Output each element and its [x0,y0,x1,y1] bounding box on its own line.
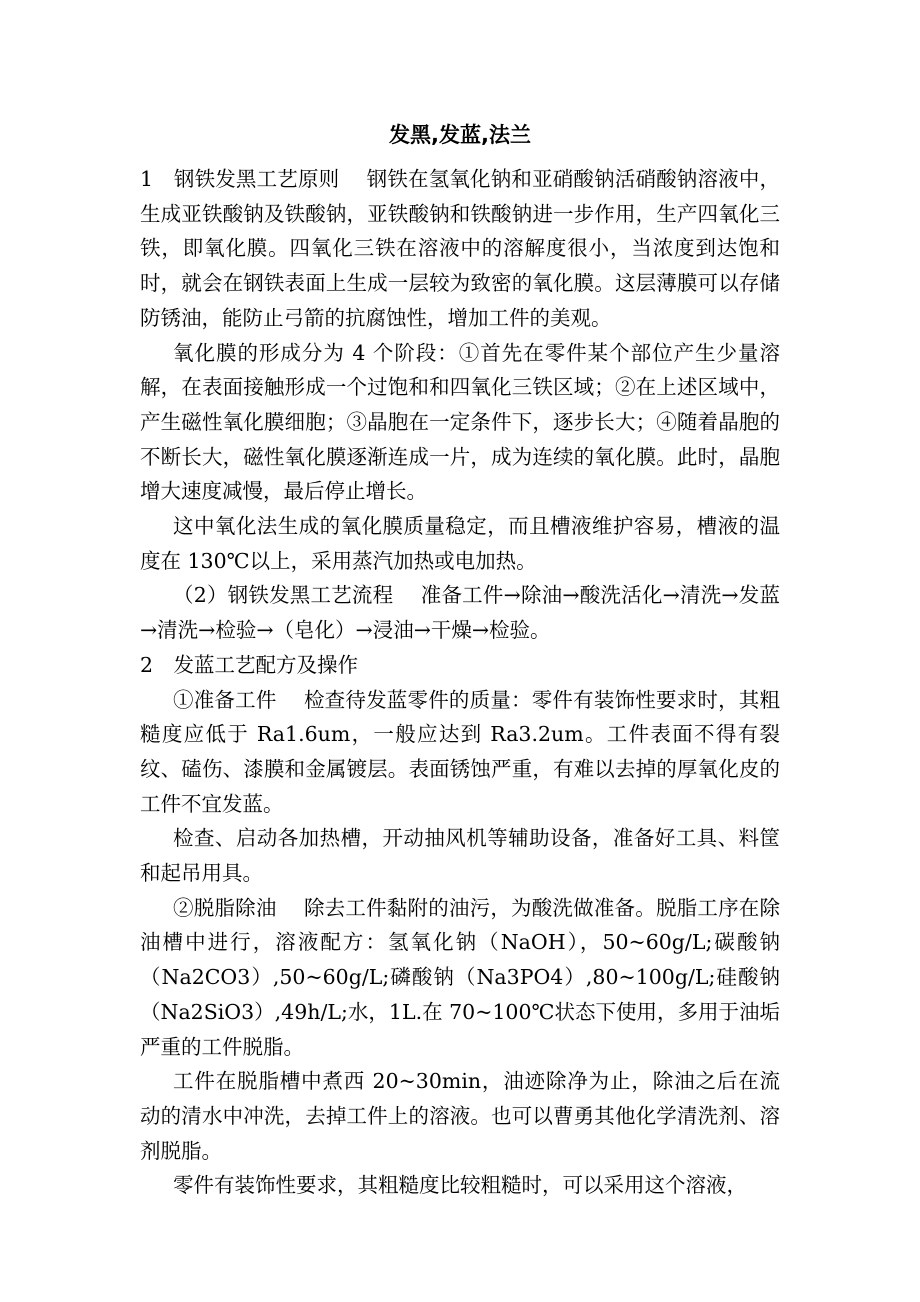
paragraph-degreasing: ②脱脂除油 除去工件黏附的油污，为酸洗做准备。脱脂工序在除油槽中进行，溶液配方：氢氧化钠（NaOH），50~60g/L;碳酸钠（Na2CO3）,50~60g/L;磷酸钠（Na3PO4）,80~100g/L;硅酸钠（Na2SiO3）,49h/L;水，1L.在 70~100℃状态下使用，多用于油垢严重的工件脱脂。 [140,895,780,1059]
paragraph-process-flow: （2）钢铁发黑工艺流程 准备工件→除油→酸洗活化→清洗→发蓝→清洗→检验→（皂化）→浸油→干燥→检验。 [140,583,780,643]
paragraph-start-equipment: 检查、启动各加热槽，开动抽风机等辅助设备，准备好工具、料筐和起吊用具。 [140,826,780,886]
paragraph-oxidation-method: 这中氧化法生成的氧化膜质量稳定，而且槽液维护容易，槽液的温度在 130℃以上，采用蒸汽加热或电加热。 [140,514,780,573]
paragraph-blackening-principle: 1 钢铁发黑工艺原则 钢铁在氢氧化钠和亚硝酸钠活硝酸钠溶液中，生成亚铁酸钠及铁酸钠，亚铁酸钠和铁酸钠进一步作用，生产四氧化三铁，即氧化膜。四氧化三铁在溶液中的溶解度很小，当浓度到达饱和时，就会在钢铁表面上生成一层较为致密的氧化膜。这层薄膜可以存储防锈油，能防止弓箭的抗腐蚀性，增加工件的美观。 [140,167,780,330]
section-heading-bluing-recipe: 2 发蓝工艺配方及操作 [140,652,359,677]
document-title: 发黑,发蓝,法兰 [389,123,531,147]
paragraph-oxide-film-stages: 氧化膜的形成分为 4 个阶段：①首先在零件某个部位产生少量溶解，在表面接触形成一个过饱和和四氧化三铁区域；②在上述区域中，产生磁性氧化膜细胞；③晶胞在一定条件下，逐步长大；④随着晶胞的不断长大，磁性氧化膜逐渐连成一片，成为连续的氧化膜。此时，晶胞增大速度减慢，最后停止增长。 [140,340,780,504]
paragraph-prepare-workpiece: ①准备工件 检查待发蓝零件的质量：零件有装饰性要求时，其粗糙度应低于 Ra1.6um，一般应达到 Ra3.2um。工件表面不得有裂纹、磕伤、漆膜和金属镀层。表面锈蚀严重，有难以去掉的厚氧化皮的工件不宜发蓝。 [140,687,780,816]
paragraph-decorative-requirement: 零件有装饰性要求，其粗糙度比较粗糙时，可以采用这个溶液， [173,1173,747,1198]
paragraph-boiling-rinse: 工件在脱脂槽中煮西 20~30min，油迹除净为止，除油之后在流动的清水中冲洗，去掉工件上的溶液。也可以曹勇其他化学清洗剂、溶剂脱脂。 [140,1069,780,1163]
document-body [140,162,780,1203]
